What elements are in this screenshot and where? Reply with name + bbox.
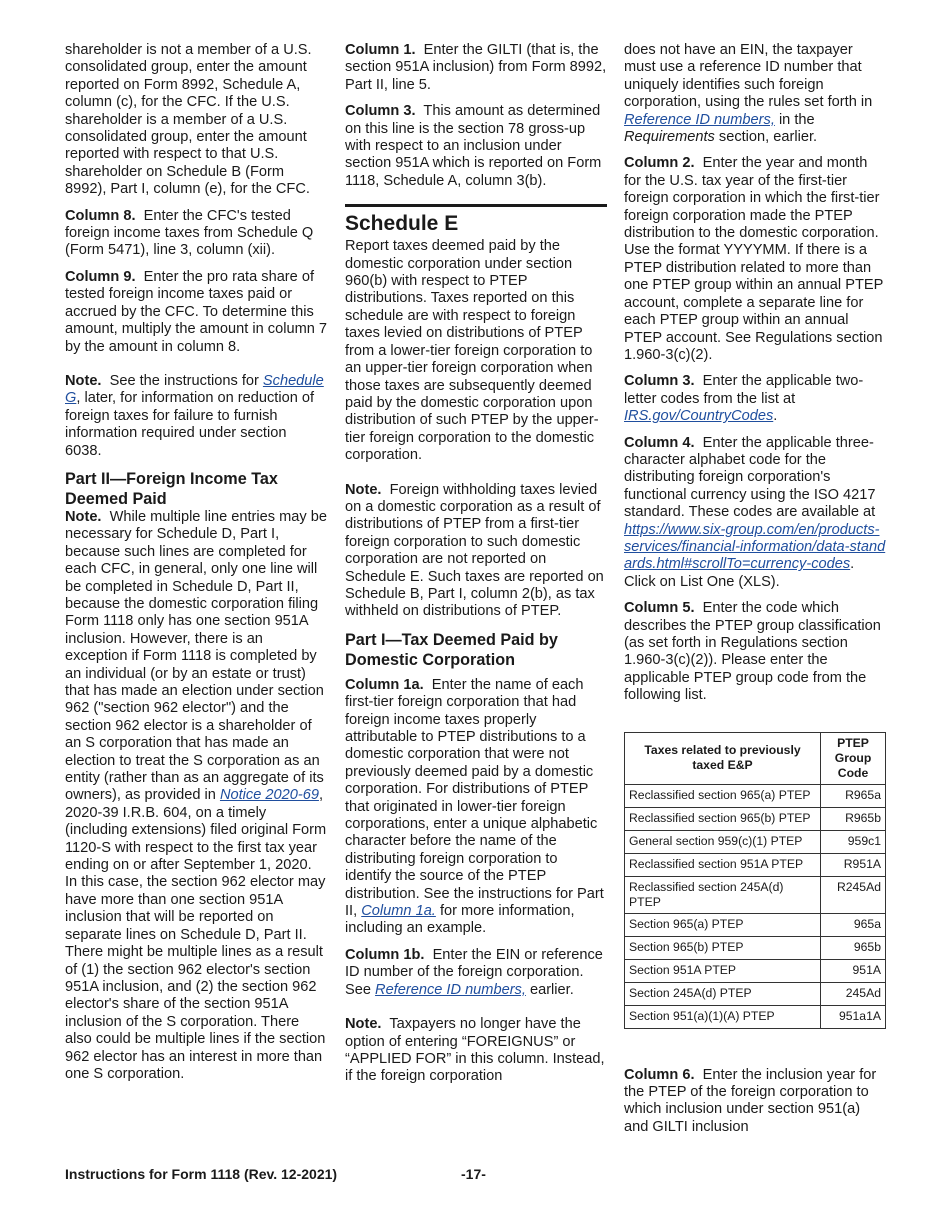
row-description: Section 965(b) PTEP xyxy=(625,936,821,959)
row-description: Reclassified section 245A(d) PTEP xyxy=(625,876,821,913)
row-code: 951A xyxy=(821,959,886,982)
notice-2020-69-link[interactable]: Notice 2020-69 xyxy=(219,787,319,804)
note-label: Note. xyxy=(65,508,102,525)
page-number: -17- xyxy=(461,1166,486,1182)
note-label: Note. xyxy=(345,1016,382,1033)
table-row xyxy=(625,982,886,1005)
schedule-e-heading: Schedule E xyxy=(345,204,607,236)
row-description: Section 245A(d) PTEP xyxy=(625,982,821,1005)
column-right xyxy=(624,42,886,1145)
paragraph-intro: does not have an EIN, the taxpayer must use a reference ID number that uniquely identifies such foreign corporation, using the rules set forth in Reference ID numbers, in the Requirements section, earlier. xyxy=(624,42,873,146)
row-code: 965a xyxy=(821,913,886,936)
country-codes-link[interactable]: IRS.gov/CountryCodes xyxy=(624,408,774,425)
column-9-paragraph: Column 9. Enter the pro rata share of tested foreign income taxes paid or accrued by the CFC. To determine this amount, multiply the amount in column 7 by the amount in column 8. xyxy=(65,268,328,355)
column-1b-label: Column 1b. xyxy=(345,946,425,963)
column-8-label: Column 8. xyxy=(65,207,136,224)
footer-form-title: Instructions for Form 1118 (Rev. 12-2021) xyxy=(65,1166,338,1182)
column-5-label: Column 5. xyxy=(624,600,695,617)
table-row xyxy=(625,936,886,959)
column-8-paragraph: Column 8. Enter the CFC's tested foreign income taxes from Schedule Q (Form 5471), line 3, column (xii). xyxy=(65,207,314,259)
reference-id-numbers-link[interactable]: Reference ID numbers, xyxy=(624,111,775,128)
paragraph-intro: shareholder is not a member of a U.S. consolidated group, enter the amount reported on Form 8992, Schedule A, column (c), for the CFC. If the U.S. shareholder is a member of a U.S. consolidated group, enter the amount reported with respect to that U.S. shareholder on Schedule B (Form 8992), Part I, column (e), for the CFC. xyxy=(65,42,312,198)
row-description: Section 965(a) PTEP xyxy=(625,913,821,936)
row-code: 951a1A xyxy=(821,1005,886,1028)
row-description: General section 959(c)(1) PTEP xyxy=(625,830,821,853)
table-row xyxy=(625,913,886,936)
column-2-paragraph: Column 2. Enter the year and month for the U.S. tax year of the first-tier foreign corporation in which the first-tier foreign corporation made the PTEP distribution to the domestic corporation. Use the format YYYYMM. If there is a PTEP distribution related to more than one PTEP group within an annual PTEP account, complete a separate line for each PTEP group within an annual PTEP account. See Regulations section 1.960-3(c)(2). xyxy=(624,155,884,363)
column-1-label: Column 1. xyxy=(345,42,416,58)
table-row xyxy=(625,830,886,853)
column-6-paragraph: Column 6. Enter the inclusion year for the PTEP of the foreign corporation to which inclusion under section 951(a) and GILTI inclusion xyxy=(624,1066,877,1135)
column-2-label: Column 2. xyxy=(624,155,695,172)
part-ii-note-paragraph: Note. While multiple line entries may be necessary for Schedule D, Part I, because such lines are completed for each CFC, in general, only one line will be completed in Schedule D, Part II, because the domestic corporation filing Form 1118 only has one section 951A inclusion. However, there is an exception if Form 1118 is completed by an individual (or by an estate or trust) that has made an election under section 962 ("section 962 elector") and the section 962 elector is a shareholder of an S corporation that has made an election to treat the S corporation as an entity (rather than as an aggregate of its owners), as provided in Notice 2020-69, 2020-39 I.R.B. 604, on a timely (including extensions) filed original Form 1120-S with respect to the first tax year ending on or after September 1, 2020. In this case, the section 962 elector may have more than one section 951A inclusion that will be reported on separate lines on Schedule D, Part II. There might be multiple lines as a result of (1) the section 962 elector's section 951A inclusion, and (2) the section 962 elector's share of the section 951A inclusion of the S corporation. There also could be multiple lines if the section 962 elector has an interest in more than one S corporation. xyxy=(65,508,327,1082)
note-paragraph: Note. See the instructions for Schedule G, later, for information on reduction of foreign taxes for failure to furnish information required under section 6038. xyxy=(65,372,324,459)
row-description: Reclassified section 951A PTEP xyxy=(625,853,821,876)
table-row xyxy=(625,959,886,982)
table-row xyxy=(625,784,886,807)
note-paragraph: Note. Taxpayers no longer have the option of entering “FOREIGNUS” or “APPLIED FOR” in this column. Instead, if the foreign corporation xyxy=(345,1016,605,1085)
row-code: 959c1 xyxy=(821,830,886,853)
table-row xyxy=(625,807,886,830)
table-row xyxy=(625,876,886,913)
column-4-paragraph: Column 4. Enter the applicable three-character alphabet code for the distributing foreign corporation's functional currency using the ISO 4217 standard. These codes are available at https://www.six-group.com/en/products-services/financial-information/data-standards.html#scrollTo=currency-codes. Click on List One (XLS). xyxy=(624,434,886,590)
row-code: R951A xyxy=(821,853,886,876)
column-1a-paragraph: Column 1a. Enter the name of each first-tier foreign corporation that had foreign income taxes properly attributable to PTEP distributions to a domestic corporation that were not previously deemed paid by a domestic corporation. For distributions of PTEP that originated in lower-tier foreign corporations, enter a unique alphabetic character before the name of the distributing foreign corporation to identify the source of the PTEP distribution. See the instructions for Part II, Column 1a. for more information, including an example. xyxy=(345,676,604,937)
column-left xyxy=(65,42,327,1092)
row-code: R965a xyxy=(821,784,886,807)
column-5-paragraph: Column 5. Enter the code which describes the PTEP group classification (as set forth in Regulations section 1.960-3(c)(2)). Please enter the applicable PTEP group code from the following list. xyxy=(624,600,881,704)
column-3-paragraph: Column 3. Enter the applicable two-letter codes from the list at IRS.gov/CountryCodes. xyxy=(624,373,864,425)
row-description: Reclassified section 965(a) PTEP xyxy=(625,784,821,807)
row-code: 965b xyxy=(821,936,886,959)
column-6-label: Column 6. xyxy=(624,1066,695,1083)
table-header-row xyxy=(625,732,886,784)
row-description: Section 951(a)(1)(A) PTEP xyxy=(625,1005,821,1028)
column-1a-label: Column 1a. xyxy=(345,676,424,693)
column-4-label: Column 4. xyxy=(624,434,695,451)
currency-codes-link[interactable]: https://www.six-group.com/en/products-services/financial-information/data-standards.html#scrollTo=currency-codes xyxy=(624,521,886,573)
row-code: 245Ad xyxy=(821,982,886,1005)
schedule-e-paragraph: Report taxes deemed paid by the domestic corporation under section 960(b) with respect to PTEP distributions. Taxes reported on this schedule are with respect to foreign taxes levied on distributions of PTEP from a lower-tier foreign corporation to an upper-tier foreign corporation when those taxes are subsequently deemed paid by the domestic corporation upon distribution of such PTEP by the upper-tier foreign corporation to the domestic corporation. xyxy=(345,238,599,464)
note-label: Note. xyxy=(65,372,102,389)
row-description: Reclassified section 965(b) PTEP xyxy=(625,807,821,830)
note-paragraph: Note. Foreign withholding taxes levied on a domestic corporation as a result of distributions of PTEP from a first-tier foreign corporation to such domestic corporation are not reported on Schedule E. Such taxes are reported on Schedule B, Part I, column 2(b), as tax withheld on distributions of PTEP. xyxy=(345,481,604,620)
row-code: R245Ad xyxy=(821,876,886,913)
column-middle xyxy=(345,42,607,1095)
schedule-g-link[interactable]: Schedule G xyxy=(65,372,324,407)
column-3-label: Column 3. xyxy=(624,373,695,390)
column-1a-link[interactable]: Column 1a. xyxy=(361,903,436,920)
part-i-heading: Part I—Tax Deemed Paid by Domestic Corporation xyxy=(345,630,558,669)
column-1-paragraph: Column 1. Enter the GILTI (that is, the section 951A inclusion) from Form 8992, Part II, line 5. xyxy=(345,42,607,93)
ptep-group-code-table xyxy=(624,732,886,1029)
row-description: Section 951A PTEP xyxy=(625,959,821,982)
table-row xyxy=(625,1005,886,1028)
column-9-label: Column 9. xyxy=(65,268,136,285)
column-3-paragraph: Column 3. This amount as determined on this line is the section 78 gross-up with respect to an inclusion under section 951A which is reported on Form 1118, Schedule A, column 3(b). xyxy=(345,103,602,189)
row-code: R965b xyxy=(821,807,886,830)
note-label: Note. xyxy=(345,481,382,498)
header-taxes-related: Taxes related to previously taxed E&P xyxy=(625,732,821,784)
column-3-label: Column 3. xyxy=(345,103,416,120)
table-row xyxy=(625,853,886,876)
part-ii-heading: Part II—Foreign Income Tax Deemed Paid xyxy=(65,469,278,508)
reference-id-numbers-link[interactable]: Reference ID numbers, xyxy=(375,981,526,998)
header-ptep-group-code: PTEP Group Code xyxy=(821,732,886,784)
column-1b-paragraph: Column 1b. Enter the EIN or reference ID number of the foreign corporation. See Reference ID numbers, earlier. xyxy=(345,946,603,998)
